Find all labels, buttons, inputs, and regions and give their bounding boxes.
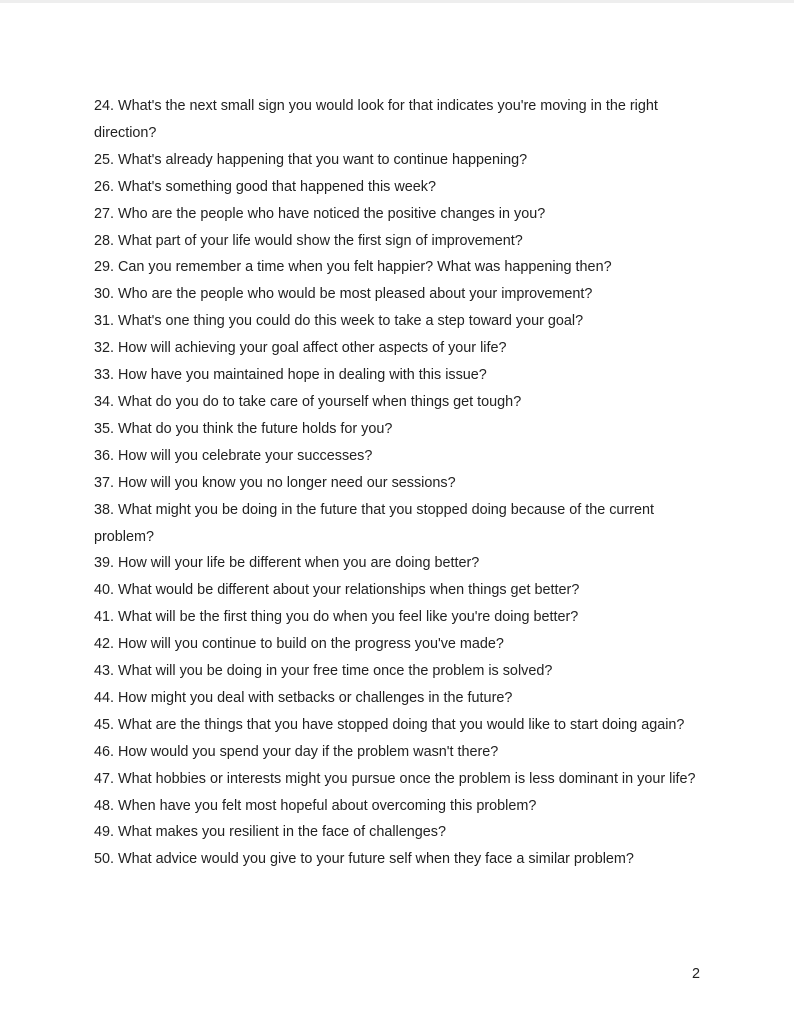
question-item: 46. How would you spend your day if the problem wasn't there? (94, 743, 499, 760)
question-item: 37. How will you know you no longer need our sessions? (94, 474, 456, 491)
page-top-edge (0, 0, 794, 3)
question-item: 47. What hobbies or interests might you pursue once the problem is less dominant in your life? (94, 770, 696, 787)
question-item: 27. Who are the people who have noticed the positive changes in you? (94, 205, 546, 222)
question-item: 33. How have you maintained hope in dealing with this issue? (94, 367, 487, 384)
question-item: 31. What's one thing you could do this week to take a step toward your goal? (94, 313, 584, 330)
question-list (94, 93, 706, 873)
question-item: 26. What's something good that happened this week? (94, 178, 436, 195)
question-item: 48. When have you felt most hopeful about overcoming this problem? (94, 797, 537, 814)
question-item: 50. What advice would you give to your future self when they face a similar problem? (94, 851, 634, 868)
question-item: 24. What's the next small sign you would look for that indicates you're moving in the right direction? (94, 98, 658, 141)
question-item: 32. How will achieving your goal affect other aspects of your life? (94, 340, 507, 357)
question-item: 45. What are the things that you have stopped doing that you would like to start doing again? (94, 716, 685, 733)
question-item: 30. Who are the people who would be most pleased about your improvement? (94, 286, 593, 303)
question-item: 49. What makes you resilient in the face of challenges? (94, 824, 446, 841)
question-item: 42. How will you continue to build on the progress you've made? (94, 636, 504, 653)
question-item: 29. Can you remember a time when you felt happier? What was happening then? (94, 259, 612, 276)
question-item: 40. What would be different about your relationships when things get better? (94, 582, 580, 599)
question-item: 38. What might you be doing in the future that you stopped doing because of the current problem? (94, 501, 655, 545)
question-item: 28. What part of your life would show the first sign of improvement? (94, 232, 523, 249)
question-item: 36. How will you celebrate your successes? (94, 447, 373, 464)
question-item: 44. How might you deal with setbacks or challenges in the future? (94, 689, 513, 706)
question-item: 34. What do you do to take care of yourself when things get tough? (94, 393, 522, 410)
question-item: 35. What do you think the future holds for you? (94, 420, 393, 437)
page-number: 2 (691, 966, 700, 982)
question-item: 43. What will you be doing in your free time once the problem is solved? (94, 663, 553, 680)
question-item: 41. What will be the first thing you do when you feel like you're doing better? (94, 609, 579, 626)
question-item: 25. What's already happening that you want to continue happening? (94, 151, 528, 168)
question-item: 39. How will your life be different when you are doing better? (94, 555, 480, 572)
